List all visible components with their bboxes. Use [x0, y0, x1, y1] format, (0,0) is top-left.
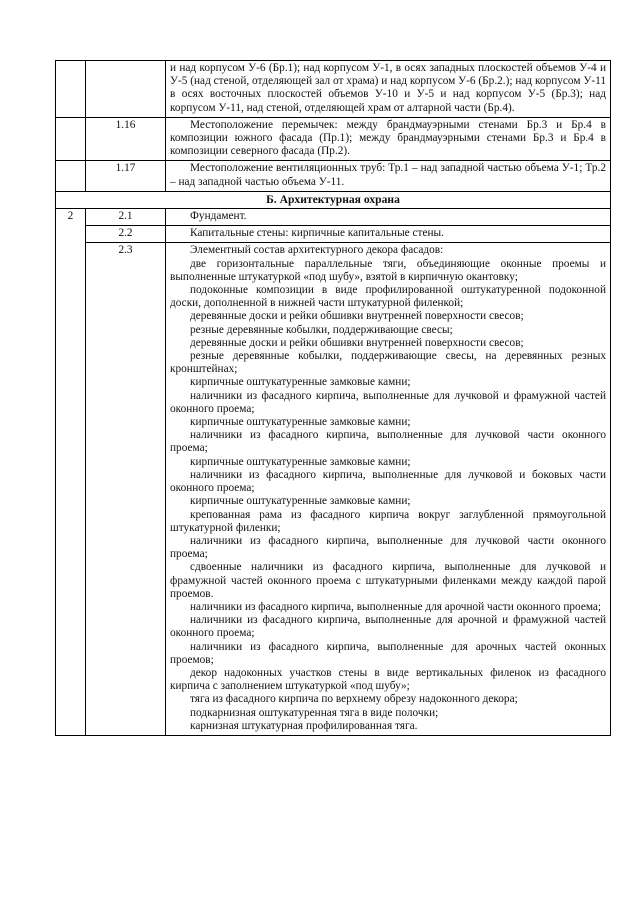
item-number-cell: 1.16 [86, 117, 166, 161]
decor-element-item: сдвоенные наличники из фасадного кирпича, выполненные для лучковой и фрамужной частей оконного проема с штукатурными филенками между каждой парой проемов. [170, 561, 606, 600]
decor-element-item: подкарнизная оштукатуренная тяга в виде полочки; [190, 706, 439, 719]
decor-element-item: наличники из фасадного кирпича, выполненные для лучковой и фрамужной частей оконного проема; [170, 389, 606, 415]
item-number-cell: 1.17 [86, 161, 166, 191]
decor-element-item: карнизная штукатурная профилированная тяга. [190, 719, 418, 732]
table-row [56, 61, 611, 118]
row-number-cell [56, 161, 86, 191]
decor-element-item: деревянные доски и рейки обшивки внутренней поверхности свесов; [190, 310, 524, 323]
monument-description-table [55, 60, 611, 736]
table-row [56, 117, 611, 161]
item-number-cell: 2.1 [86, 209, 166, 226]
item-text-cell: Капитальные стены: кирпичные капитальные стены. [166, 226, 611, 243]
decor-element-item: две горизонтальные параллельные тяги, объединяющие оконные проемы и выполненные штукатуркой «под шубу», взятой в кирпичную окантовку; [170, 257, 606, 283]
table-row [56, 209, 611, 226]
item-number-cell: 2.3 [86, 243, 166, 736]
decor-element-item: наличники из фасадного кирпича, выполненные для арочной и фрамужной частей оконного проема; [170, 614, 606, 640]
decor-element-item: наличники из фасадного кирпича, выполненные для арочных частей оконных проемов; [170, 640, 606, 666]
decor-element-item: наличники из фасадного кирпича, выполненные для лучковой части оконного проема; [170, 429, 606, 455]
row-number-cell [56, 117, 86, 161]
section-title: Б. Архитектурная охрана [56, 191, 611, 208]
item-text-cell [166, 243, 611, 736]
decor-element-item: резные деревянные кобылки, поддерживающие свесы, на деревянных резных кронштейнах; [170, 350, 606, 376]
decor-element-item: подоконные композиции в виде профилированной оштукатуренной подоконной доски, дополненной в нижней части штукатурной филенкой; [170, 284, 606, 310]
decor-element-item: наличники из фасадного кирпича, выполненные для лучковой и боковых части оконного проема; [170, 468, 606, 495]
section-header-row [56, 191, 611, 208]
item-number-cell [86, 61, 166, 118]
decor-element-item: резные деревянные кобылки, поддерживающие свесы; [190, 323, 453, 336]
item-text-cell: и над корпусом У-6 (Бр.1); над корпусом У-1, в осях западных плоскостей объемов У-4 и У-5 (над стеной, отделяющей зал от храма) и над корпусом У-6 (Бр.2.); над корпусом У-11 в осях восточных плоскостей объемов У-10 и У-5 и над корпусом У-5 (Бр.3); над корпусом У-11, над стеной, отделяющей храм от алтарной части (Бр.4). [166, 61, 611, 118]
decor-element-item: кирпичные оштукатуренные замковые камни; [190, 495, 411, 508]
decor-element-item: крепованная рама из фасадного кирпича вокруг заглубленной прямоугольной штукатурной филенки; [170, 508, 606, 534]
decor-element-item: декор надоконных участков стены в виде вертикальных филенок из фасадного кирпича с заполнением штукатуркой «под шубу»; [170, 666, 606, 693]
section-number-cell: 2 [56, 209, 86, 736]
item-number-cell: 2.2 [86, 226, 166, 243]
decor-element-item: деревянные доски и рейки обшивки внутренней поверхности свесов; [190, 336, 524, 349]
item-text-cell: Фундамент. [166, 209, 611, 226]
decor-element-item: наличники из фасадного кирпича, выполненные для арочной части оконного проема; [190, 600, 602, 613]
decor-element-item: наличники из фасадного кирпича, выполненные для лучковой части оконного проема; [170, 534, 606, 561]
table-row [56, 226, 611, 243]
decor-element-item: кирпичные оштукатуренные замковые камни; [190, 416, 411, 429]
item-text-cell: Местоположение перемычек: между брандмауэрными стенами Бр.3 и Бр.4 в композиции южного фасада (Пр.1); между брандмауэрными стенами Бр.3 и Бр.4 в композиции северного фасада (Пр.2). [166, 117, 611, 161]
row-number-cell [56, 61, 86, 118]
table-row [56, 243, 611, 736]
item-text-cell: Местоположение вентиляционных труб: Тр.1 – над западной частью объема У-1; Тр.2 – над западной частью объема У-11. [166, 161, 611, 191]
decor-element-item: кирпичные оштукатуренные замковые камни; [190, 455, 411, 468]
table-row [56, 161, 611, 191]
decor-element-item: тяга из фасадного кирпича по верхнему обрезу надоконного декора; [190, 693, 518, 706]
decor-element-item: кирпичные оштукатуренные замковые камни; [190, 376, 411, 389]
decor-element-item: Элементный состав архитектурного декора фасадов: [190, 244, 444, 257]
